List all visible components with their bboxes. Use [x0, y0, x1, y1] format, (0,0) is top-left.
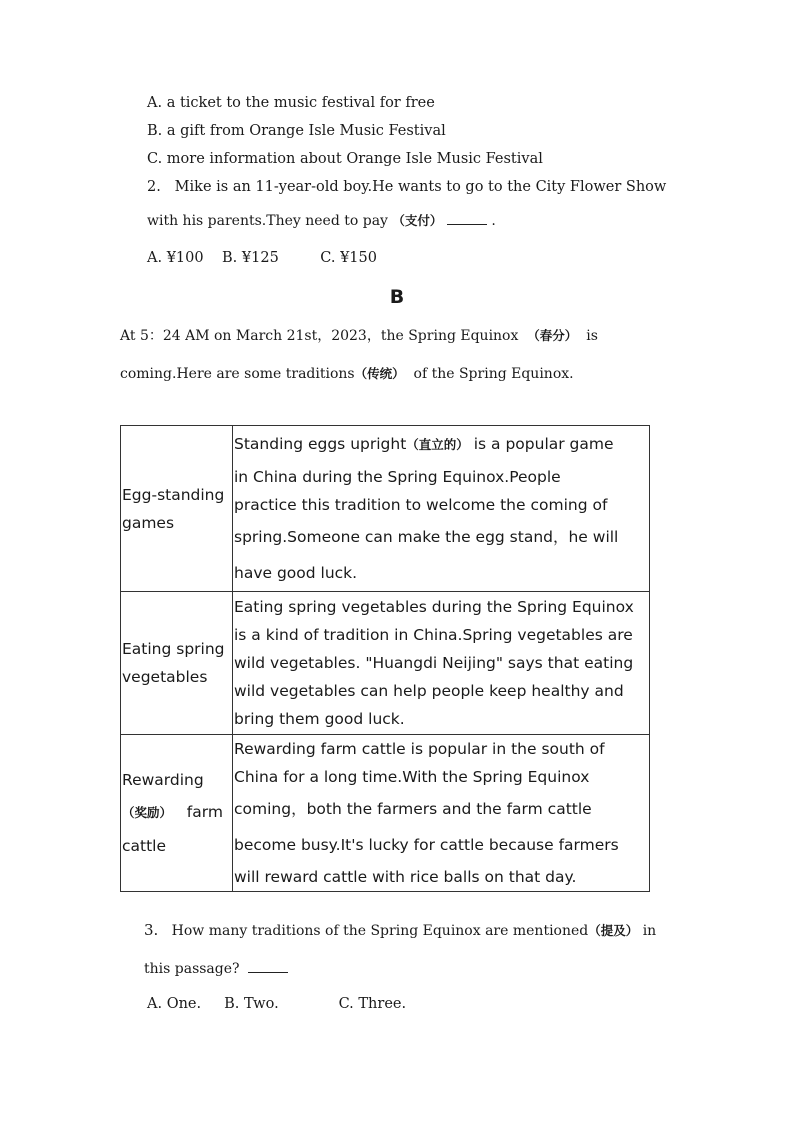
section-b-intro-line1: At 5：24 AM on March 21st，2023，the Spring Equinox （春分） is [120, 328, 598, 344]
tradition-name: Rewarding （奖励） farm cattle [121, 735, 233, 892]
q1-option-c: C. more information about Orange Isle Music Festival [147, 151, 543, 167]
tradition-description: Eating spring vegetables during the Spring Equinox is a kind of tradition in China.Spring vegetables are wild vegetables. "Huangdi Neijing" says that eating wild vegetables can help people keep healthy and bring them good luck. [233, 592, 650, 735]
q1-option-b: B. a gift from Orange Isle Music Festival [147, 123, 446, 139]
q2-options: A. ¥100 B. ¥125 C. ¥150 [147, 250, 377, 266]
q3-line2: this passage? [144, 960, 288, 977]
q3-options: A. One. B. Two. C. Three. [147, 996, 407, 1012]
traditions-table [120, 425, 650, 892]
answer-blank [447, 212, 487, 225]
tradition-name: Eating spring vegetables [121, 592, 233, 735]
answer-blank [248, 960, 288, 973]
table-row [121, 426, 650, 592]
tradition-name: Egg-standing games [121, 426, 233, 592]
tradition-description: Standing eggs upright（直立的） is a popular game in China during the Spring Equinox.People practice this tradition to welcome the coming of spring.Someone can make the egg stand，he will have good luck. [233, 426, 650, 592]
section-b-title: B [389, 286, 405, 308]
table-row [121, 592, 650, 735]
q2-line1: 2. Mike is an 11-year-old boy.He wants to go to the City Flower Show [147, 179, 667, 195]
section-b-intro-line2: coming.Here are some traditions（传统） of the Spring Equinox. [120, 366, 574, 382]
q2-line2: with his parents.They need to pay （支付） . [147, 213, 496, 229]
table-row [121, 735, 650, 892]
q1-option-a: A. a ticket to the music festival for free [147, 95, 435, 111]
q3-line1: 3. How many traditions of the Spring Equinox are mentioned（提及） in [144, 921, 657, 939]
tradition-description: Rewarding farm cattle is popular in the south of China for a long time.With the Spring Equinox coming，both the farmers and the farm cattle become busy.It's lucky for cattle because farmers will reward cattle with rice balls on that day. [233, 735, 650, 892]
